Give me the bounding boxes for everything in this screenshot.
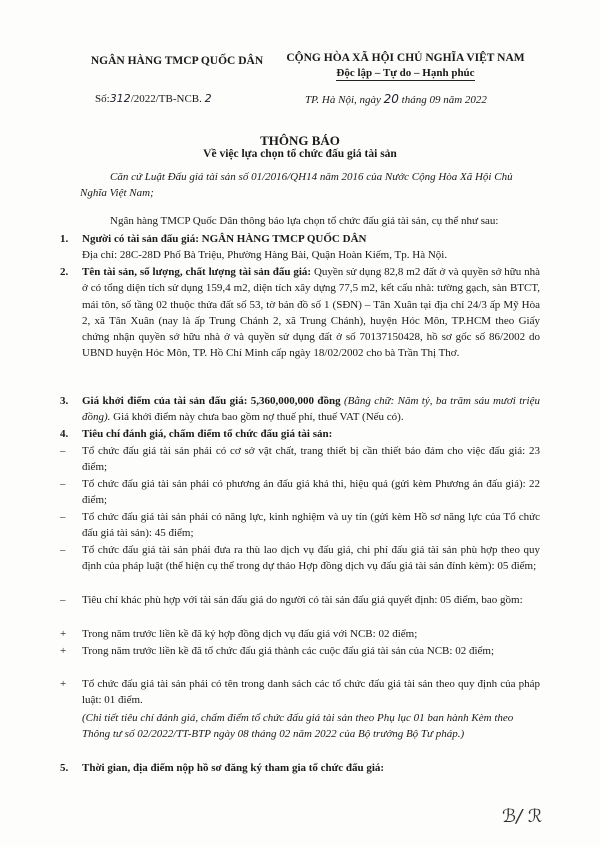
doc-no-suffix: /2022/TB-NCB. [130,93,202,105]
section-label: Người có tài sản đấu giá: [82,233,199,245]
criteria-subitem [60,643,540,659]
criteria-text: Tổ chức đấu giá tài sản phải có cơ sở vật chất, trang thiết bị cần thiết bảo đảm cho việc đấu giá: 23 điểm; [82,445,540,474]
bullet-dash: – [60,594,66,606]
asset-description: Quyền sử dụng 82,8 m2 đất ở và quyền sở hữu nhà ở có tổng diện tích sử dụng 159,4 m2, diện tích xây dựng 77,5 m2, kết cấu nhà: tường gạch, sàn BTCT, mái tôn, số tầng 02 thuộc thửa đất số 53, tờ bản đồ số 1 (SĐN) – Tân Xuân tại địa chỉ 24/3 ấp Mỹ Hòa 2, xã Tân Xuân (nay là ấp Trung Chánh 2, xã Trung Chánh), huyện Hóc Môn, TP.HCM theo Giấy chứng nhận quyền sở hữu nhà ở và quyền sử dụng đất ở số 70137150428, hồ sơ gốc số 86/2002 do UBND huyện Hóc Môn, TP. Hồ Chí Minh cấp ngày 18/02/2002 cho bà Trần Thị Thơ. [82,266,541,360]
section-number: 4. [60,428,69,440]
criteria-text: Tổ chức đấu giá tài sản phải có năng lực, kinh nghiệm và uy tín (gửi kèm Hồ sơ năng lực của Tổ chức đấu giá tài sản): 45 điểm; [82,511,540,540]
section-5 [60,760,540,776]
bullet-plus: + [60,645,67,657]
section-number: 3. [60,395,69,407]
place-prefix: TP. Hà Nội, ngày [305,94,381,106]
owner-address: Địa chỉ: 28C-28D Phố Bà Triệu, Phường Hàng Bài, Quận Hoàn Kiếm, Tp. Hà Nội. [82,249,448,262]
criteria-text: Trong năm trước liền kề đã tổ chức đấu giá thành các cuộc đấu giá tài sản của NCB: 02 điểm; [82,645,494,657]
section-4 [60,426,540,442]
section-label: Tiêu chí đánh giá, chấm điểm tổ chức đấu giá tài sản: [82,428,333,440]
starting-price: Giá khởi điểm của tài sản đấu giá: 5,360,000,000 đồng [82,395,341,407]
country-name: CỘNG HÒA XÃ HỘI CHỦ NGHĨA VIỆT NAM [286,52,525,64]
bullet-dash: – [60,544,66,556]
criteria-text: Tổ chức đấu giá tài sản phải đưa ra thù lao dịch vụ đấu giá, chi phí đấu giá tài sản phù hợp theo quy định của pháp luật (thể hiện cụ thể trong dự thảo Hợp đồng dịch vụ đấu giá tài sản đính kèm): 05 điểm; [82,544,540,573]
bullet-dash: – [60,478,66,490]
bullet-dash: – [60,445,66,457]
section-2 [60,264,540,362]
criteria-item [60,509,540,542]
bullet-plus: + [60,628,67,640]
criteria-item [60,592,540,608]
document-subtitle: Về việc lựa chọn tổ chức đấu giá tài sản [203,148,397,160]
document-title: THÔNG BÁO [260,133,340,148]
criteria-subitem [60,676,540,709]
issuer-name: NGÂN HÀNG TMCP QUỐC DÂN [90,55,264,67]
criteria-text: Tổ chức đấu giá tài sản phải có tên trong danh sách các tổ chức đấu giá tài sản theo quy định của pháp luật: 01 điểm. [82,678,540,707]
criteria-subitem [60,626,540,642]
criteria-text: Tiêu chí khác phù hợp với tài sản đấu giá do người có tài sản đấu giá quyết định: 05 điểm, bao gồm: [82,594,523,606]
national-header [283,52,528,81]
criteria-text: Tổ chức đấu giá tài sản phải có phương án đấu giá khả thi, hiệu quả (gửi kèm Phương án đấu giá): 22 điểm; [82,478,540,507]
bullet-plus: + [60,678,67,690]
price-note: Giá khởi điểm này chưa bao gồm nợ thuế phí, thuế VAT (Nếu có). [113,411,404,424]
criteria-text: Trong năm trước liền kề đã ký hợp đồng dịch vụ đấu giá với NCB: 02 điểm; [82,628,418,640]
criteria-item [60,443,540,476]
initials-signature: ℬ/ ℛ [502,806,543,827]
document-number [95,92,212,105]
section-1 [60,231,540,264]
criteria-note: (Chi tiết tiêu chí đánh giá, chấm điểm tổ chức đấu giá tài sản theo Phụ lục 01 ban hành Kèm theo Thông tư số 02/2022/TT-BTP ngày 08 tháng 02 năm 2022 của Bộ trưởng Bộ Tư pháp.) [82,712,514,740]
price-in-words: (Bằng chữ: Năm tỷ, ba trăm sáu mươi triệu đồng). [82,395,540,424]
asset-owner: NGÂN HÀNG TMCP QUỐC DÂN [201,233,367,245]
criteria-item [60,476,540,509]
legal-basis: Căn cứ Luật Đấu giá tài sản số 01/2016/QH14 năm 2016 của Nước Cộng Hòa Xã Hội Chủ Nghĩa Việt Nam; [80,171,513,199]
place-suffix: tháng 09 năm 2022 [401,94,487,106]
bullet-dash: – [60,511,66,523]
section-3 [60,393,540,426]
section-number: 5. [60,762,69,774]
place-day-handwritten: 20 [383,92,399,106]
criteria-item [60,542,540,575]
place-date [305,92,487,106]
doc-no-prefix: Số: [95,93,110,105]
section-number: 1. [60,233,69,245]
section-label: Tên tài sản, số lượng, chất lượng tài sản đấu giá: [82,266,312,278]
section-number: 2. [60,266,69,278]
intro-paragraph: Ngân hàng TMCP Quốc Dân thông báo lựa chọn tổ chức đấu giá tài sản, cụ thể như sau: [110,215,499,227]
motto: Độc lập – Tự do – Hạnh phúc [336,67,475,79]
doc-no-handwritten-2: 2 [204,92,212,105]
section-label: Thời gian, địa điểm nộp hồ sơ đăng ký tham gia tổ chức đấu giá: [82,762,385,774]
doc-no-handwritten: 312 [109,92,131,105]
